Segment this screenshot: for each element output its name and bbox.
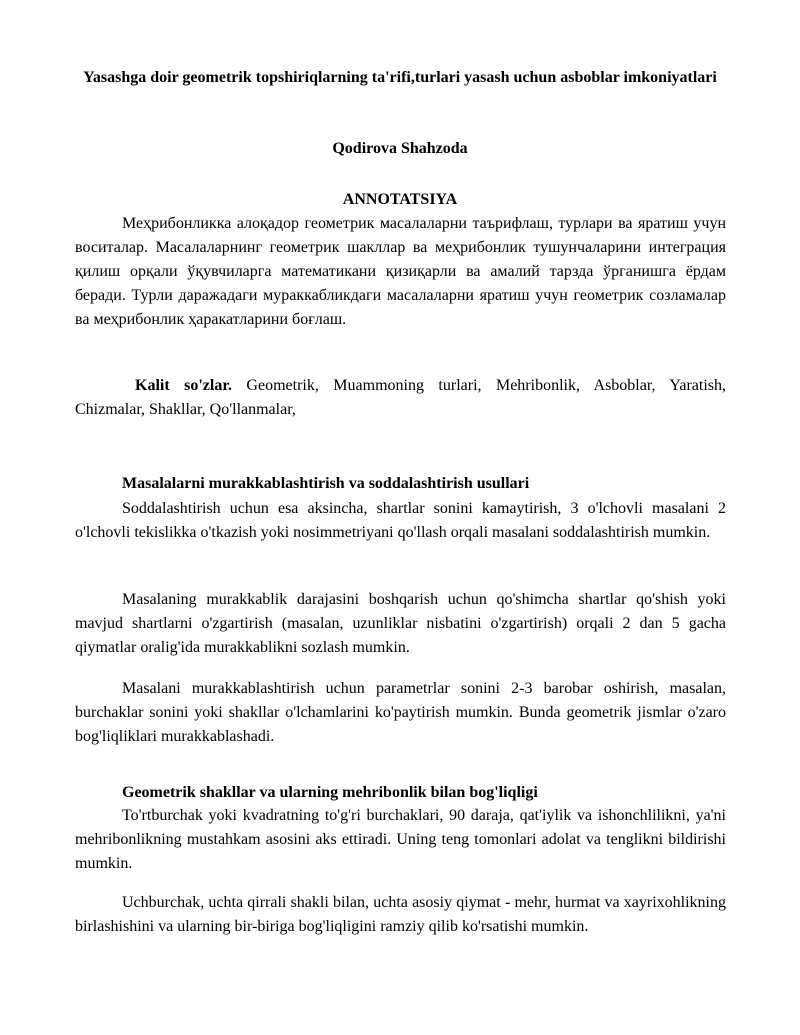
section-heading: Masalalarni murakkablashtirish va soddalashtirish usullari xyxy=(122,475,530,492)
section1-paragraph-1: Soddalashtirish uchun esa aksincha, shartlar sonini kamaytirish, 3 o'lchovli masalani 2 o'lchovli tekislikka o'tkazish yoki nosimmetriyani qo'llash orqali masalani soddalashtirish mumkin. xyxy=(75,500,726,541)
section1-paragraph-3: Masalani murakkablashtirish uchun parametrlar sonini 2-3 barobar oshirish, masalan, burchaklar sonini yoki shakllar o'lchamlarini ko'paytirish mumkin. Bunda geometrik jismlar o'zaro bog'liqliklari murakkablashadi. xyxy=(75,680,726,745)
section2-paragraph-1: To'rtburchak yoki kvadratning to'g'ri burchaklari, 90 daraja, qat'iylik va ishonchlilikni, ya'ni mehribonlikning mustahkam asosini aks ettiradi. Uning teng tomonlari adolat va tenglikni bildirishi mumkin. xyxy=(75,807,726,872)
keywords-paragraph xyxy=(75,374,726,422)
keywords-label: Kalit so'zlar. xyxy=(135,377,232,394)
section1-paragraph-2: Masalaning murakkablik darajasini boshqarish uchun qo'shimcha shartlar qo'shish yoki mavjud shartlarni o'zgartirish (masalan, uzunliklar nisbatini o'zgartirish) orqali 2 dan 5 gacha qiymatlar oralig'ida murakkablikni sozlash mumkin. xyxy=(75,591,726,656)
annotation-paragraph: Меҳрибонликка алоқадор геометрик масалаларни таърифлаш, турлари ва яратиш учун воситалар. Масалаларнинг геометрик шакллар ва меҳрибонлик тушунчаларини интеграция қилиш орқали ўқувчиларга математикани қизиқарли ва амалий тарзда ўрганишга ёрдам беради. Турли даражадаги мураккабликдаги масалаларни яратиш учун геометрик созламалар ва меҳрибонлик ҳаракатларини боғлаш. xyxy=(75,215,726,328)
keywords-text: Geometrik, Muammoning turlari, Mehribonlik, Asboblar, Yaratish, Chizmalar, Shakllar, Qo'llanmalar, xyxy=(75,377,726,418)
section-heading: Geometrik shakllar va ularning mehribonlik bilan bog'liqligi xyxy=(122,784,538,801)
document-title: Yasashga doir geometrik topshiriqlarning ta'rifi,turlari yasash uchun asboblar imkoniyatlari xyxy=(83,69,717,86)
section2-paragraph-2: Uchburchak, uchta qirrali shakli bilan, uchta asosiy qiymat - mehr, hurmat va xayrixohlikning birlashishini va ularning bir-biriga bog'liqligini ramziy qilib ko'rsatishi mumkin. xyxy=(75,894,726,935)
annotation-heading: ANNOTATSIYA xyxy=(342,191,458,208)
author-name: Qodirova Shahzoda xyxy=(332,140,468,157)
